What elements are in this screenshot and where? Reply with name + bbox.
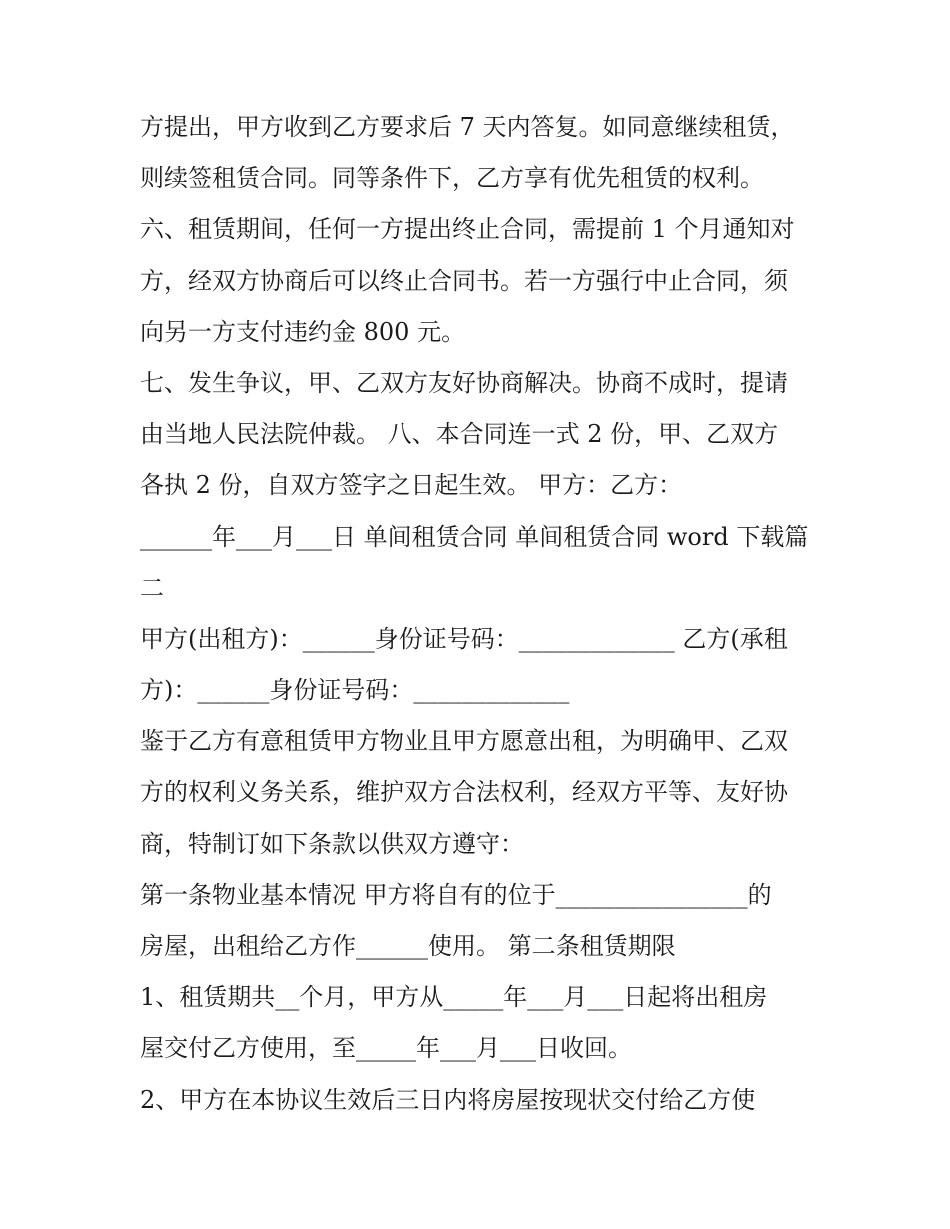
text-line: 二 [140,573,164,602]
text-line: 商，特制订如下条款以供双方遵守： [140,829,524,858]
text-line: 则续签租赁合同。同等条件下，乙方享有优先租赁的权利。 [140,164,764,193]
text-line: 屋交付乙方使用，至_____年___月___日收回。 [140,1034,632,1063]
text-line: 甲方(出租方)：______身份证号码：_____________ 乙方(承租 [140,624,788,653]
text-line: 2、甲方在本协议生效后三日内将房屋按现状交付给乙方使 [140,1085,756,1114]
text-line: 方)：______身份证号码：_____________ [140,676,570,705]
contract-text [140,102,820,1126]
text-line: 方提出，甲方收到乙方要求后 7 天内答复。如同意继续租赁， [140,113,795,141]
text-line: 向另一方支付违约金 800 元。 [140,317,466,346]
text-line: 第一条物业基本情况 甲方将自有的位于________________的 [140,880,772,909]
text-line: 七、发生争议，甲、乙双方友好协商解决。协商不成时，提请 [140,368,788,397]
text-line: 由当地人民法院仲裁。 八、本合同连一式 2 份，甲、乙双方 [140,420,779,449]
text-line: 六、租赁期间，任何一方提出终止合同，需提前 1 个月通知对 [140,215,795,244]
text-line: 各执 2 份，自双方签字之日起生效。 甲方：乙方： [140,471,683,500]
text-line: 鉴于乙方有意租赁甲方物业且甲方愿意出租，为明确甲、乙双 [140,727,788,756]
text-line: 房屋，出租给乙方作______使用。 第二条租赁期限 [140,932,676,960]
text-line: ______年___月___日 单间租赁合同 单间租赁合同 word 下载篇 [140,522,809,551]
text-line: 1、租赁期共__个月，甲方从_____年___月___日起将出租房 [140,983,768,1012]
text-line: 方，经双方协商后可以终止合同书。若一方强行中止合同，须 [140,266,788,295]
text-line: 方的权利义务关系，维护双方合法权利，经双方平等、友好协 [140,778,788,807]
